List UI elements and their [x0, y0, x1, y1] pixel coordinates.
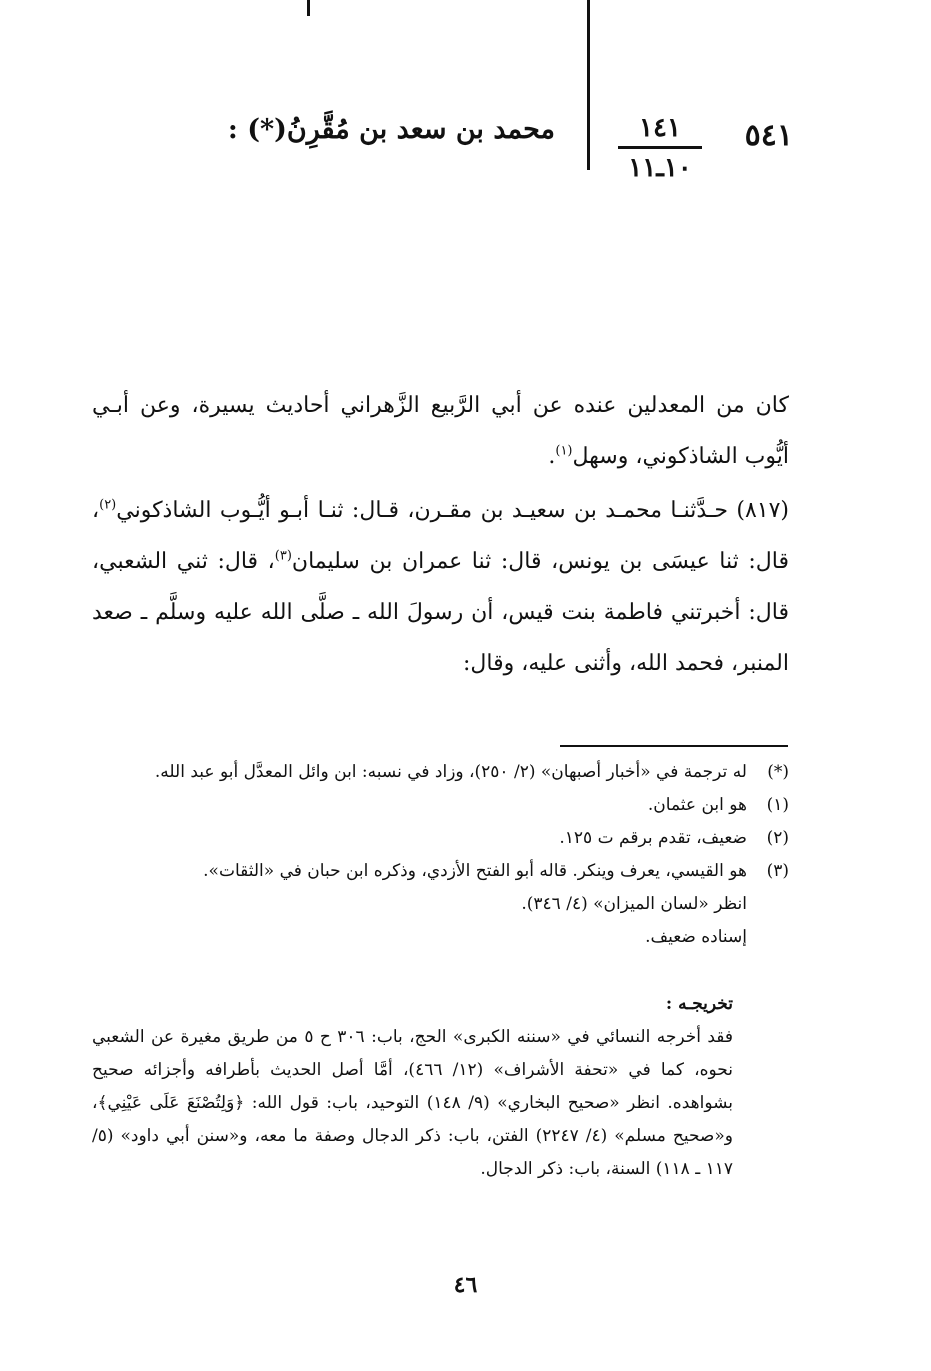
footnote-mark: (*) [767, 762, 789, 782]
footnote-separator [560, 745, 788, 747]
footnote-text: هو القيسي، يعرف وينكر. قاله أبو الفتح الأزدي، وذكره ابن حبان في «الثقات». [203, 861, 747, 881]
para1-end: . [548, 444, 556, 469]
footnote-text: هو ابن عثمان. [647, 795, 747, 815]
footnote-mark: (٣) [766, 861, 789, 881]
body-paragraph-1 [92, 380, 789, 482]
fraction-bottom: ١٠ـ١١ [628, 153, 692, 183]
footnote-text: ضعيف، تقدم برقم ت ١٢٥. [559, 828, 747, 848]
para2-text-a: (٨١٧) حـدَّثنـا محمـد بن سعيـد بن مقـرن، قـال: ثنـا أبـو أيُّـوب الشاذكوني [116, 498, 789, 523]
entry-title: محمد بن سعد بن مُقَّرِنُ(*) : [227, 114, 555, 145]
page-number: ٤٦ [453, 1272, 478, 1298]
body-paragraph-2 [92, 485, 789, 689]
footnote-ref-1: (١) [555, 443, 573, 459]
para2-text-c: ، قال: ثني الشعبي، قال: أخبرتني فاطمة بنت قيس، أن رسولَ الله ـ صلَّى الله عليه وسلَّم ـ صعد المنبر، فحمد الله، وأثنى عليه، وقال: [92, 549, 789, 676]
takhrij-section [92, 988, 733, 1186]
header-vertical-rule [587, 0, 590, 170]
footnote-text: انظر «لسان الميزان» (٤/ ٣٤٦). [521, 894, 747, 914]
footnote-text: له ترجمة في «أخبار أصبهان» (٢/ ٢٥٠)، وزاد في نسبه: ابن وائل المعدَّل أبو عبد الله. [154, 762, 747, 782]
footnote-2 [92, 822, 789, 855]
footnote-star [92, 756, 789, 789]
footnote-3 [92, 855, 789, 954]
fraction-bar [618, 146, 702, 149]
takhrij-text: فقد أخرجه النسائي في «سننه الكبرى» الحج، باب: ٣٠٦ ح ٥ من طريق مغيرة عن الشعبي نحوه، كما في «تحفة الأشراف» (١٢/ ٤٦٦)، أمَّا أصل الحديث بأطرافه وأجزائه صحيح بشواهده. انظر «صحيح البخاري» (٩/ ١٤٨) التوحيد، باب: قول الله: ﴿وَلِتُصْنَعَ عَلَى عَيْنِي﴾، و«صحيح مسلم» (٤/ ٢٢٤٧) الفتن، باب: ذكر الدجال وصفة ما معه، و«سنن أبي داود» (٥/ ١١٧ ـ ١١٨) السنة، باب: ذكر الدجال. [92, 1027, 734, 1179]
takhrij-heading: تخريجـه : [665, 994, 733, 1014]
footnote-text: إسناده ضعيف. [645, 927, 747, 947]
entry-number: ٥٤١ [744, 118, 793, 153]
entry-fraction [612, 112, 708, 184]
fraction-top: ١٤١ [639, 113, 681, 143]
header-tick-rule [307, 0, 310, 16]
para2-text-b: ، قال: ثنا عيسَى بن يونس، قال: ثنا عمران بن سليمان [92, 498, 789, 574]
footnotes [92, 756, 789, 954]
footnote-mark: (٢) [766, 828, 789, 848]
footnote-mark: (١) [766, 795, 789, 815]
footnote-ref-2: (٢) [99, 497, 117, 513]
footnote-1 [92, 789, 789, 822]
para1-text: كان من المعدلين عنده عن أبي الرَّبيع الزَّهراني أحاديث يسيرة، وعن أبـي أيُّوب الشاذكوني، وسهل [92, 393, 789, 469]
footnote-ref-3: (٣) [274, 548, 292, 564]
